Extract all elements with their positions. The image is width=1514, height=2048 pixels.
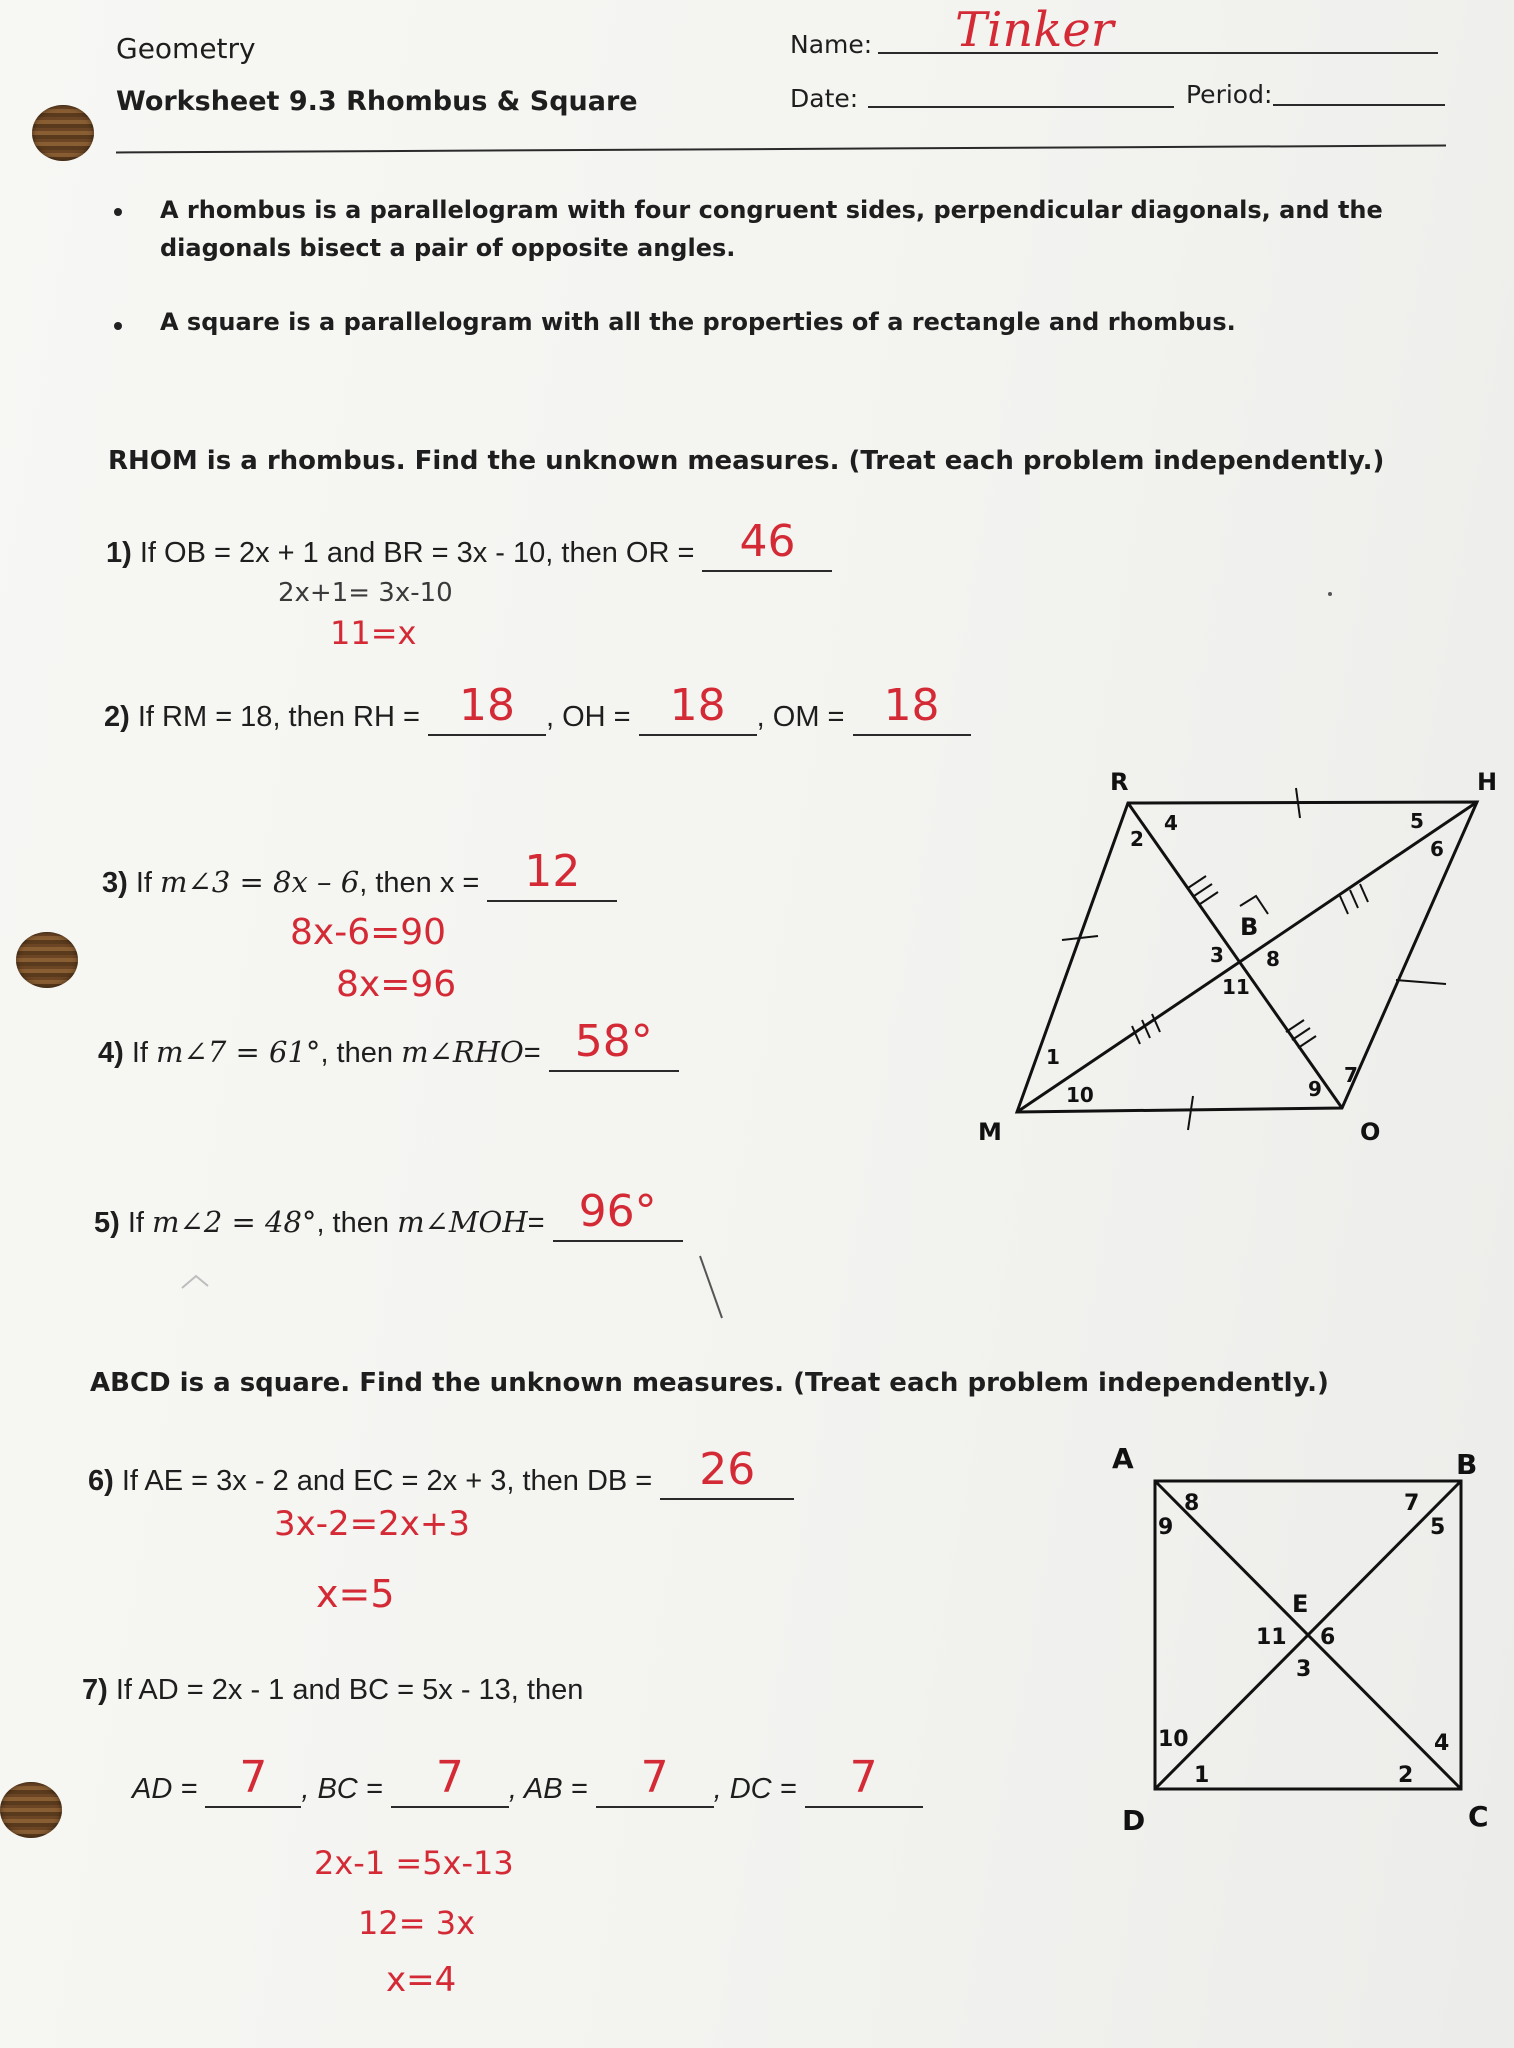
square-definition: A square is a parallelogram with all the properties of a rectangle and rhombus. [160,308,1236,336]
q4-equals: = [523,1037,541,1069]
sq-angle-6: 6 [1320,1625,1336,1650]
rhombus-definition-line1: A rhombus is a parallelogram with four congruent sides, perpendicular diagonals, and the [160,196,1383,224]
angle-2: 2 [1130,827,1144,851]
vertex-h: H [1477,768,1498,796]
vertex-c: C [1468,1800,1489,1830]
sq-angle-10: 10 [1158,1727,1189,1752]
angle-4: 4 [1164,811,1178,835]
q2-rh-answer: 18 [459,680,515,731]
q7-ab-label: , AB = [508,1773,588,1805]
q5-expression2: m∠MOH [397,1205,528,1239]
name-value[interactable]: Tinker [955,2,1114,58]
q7-ad-label: AD = [132,1773,198,1805]
q3-answer: 12 [524,846,581,897]
q7-work-line2: 12= 3x [358,1904,475,1942]
angle-3: 3 [1210,943,1224,967]
sq-angle-7: 7 [1404,1491,1420,1516]
section2-intro: ABCD is a square. Find the unknown measures. (Treat each problem independently.) [90,1368,1329,1398]
q4-number: 4) [98,1037,124,1069]
date-label: Date: [790,84,859,113]
angle-1: 1 [1046,1045,1060,1069]
q7-bc-label: , BC = [301,1773,383,1805]
sq-angle-11: 11 [1256,1625,1287,1650]
q3-then: , then x = [359,867,480,899]
q5-number: 5) [94,1207,120,1239]
q7-number: 7) [82,1674,108,1706]
sq-angle-2: 2 [1398,1763,1414,1788]
vertex-m: M [978,1118,1002,1146]
q6-text: If AE = 3x - 2 and EC = 2x + 3, then DB = [121,1465,653,1497]
q4-expression2: m∠RHO [401,1035,524,1069]
vertex-o: O [1360,1118,1381,1146]
q6-answer: 26 [699,1444,756,1495]
angle-7: 7 [1344,1063,1358,1087]
vertex-r: R [1110,768,1129,796]
angle-11: 11 [1222,975,1250,999]
q7-dc-blank[interactable] [805,1752,923,1808]
q2-text: If RM = 18, then RH = [137,701,420,733]
q3-expression: m∠3 = 8x – 6 [160,865,360,899]
q7-text: If AD = 2x - 1 and BC = 5x - 13, then [115,1674,584,1706]
q7-answers-row [132,1752,923,1808]
q4-answer: 58° [574,1016,653,1067]
q5-if: If [127,1207,144,1239]
q7-bc-answer: 7 [435,1752,464,1803]
q7-work-line1: 2x-1 =5x-13 [314,1844,514,1882]
sq-angle-5: 5 [1430,1515,1446,1540]
section1-intro: RHOM is a rhombus. Find the unknown measures. (Treat each problem independently.) [108,446,1385,476]
rhombus-definition-line2: diagonals bisect a pair of opposite angles. [160,234,736,262]
q5-expression: m∠2 = 48° [152,1205,317,1239]
vertex-a: A [1112,1442,1134,1475]
q7-ab-answer: 7 [640,1752,669,1803]
q7-bc-blank[interactable] [391,1752,509,1808]
q5-equals: = [527,1207,545,1239]
q7-ad-blank[interactable] [205,1752,301,1808]
q7-ad-answer: 7 [239,1752,268,1803]
q2-om-answer: 18 [883,680,940,731]
angle-5: 5 [1410,809,1424,833]
angle-6: 6 [1430,837,1444,861]
q6-row [88,1444,794,1500]
q6-number: 6) [88,1465,114,1497]
q6-work-line1: 3x-2=2x+3 [274,1504,471,1544]
square-figure [1100,1430,1500,1830]
q6-work-line2: x=5 [316,1572,395,1616]
angle-10: 10 [1066,1083,1094,1107]
q1-work-line2: 11=x [330,614,417,652]
q7-dc-answer: 7 [849,1752,878,1803]
q2-number: 2) [104,701,130,733]
q6-answer-blank[interactable] [660,1444,794,1500]
q4-expression: m∠7 = 61° [156,1035,321,1069]
name-label: Name: [790,30,873,59]
q7-work-line3: x=4 [386,1960,457,2000]
q1-answer: 46 [739,516,796,567]
q4-then: , then [320,1037,393,1069]
period-label: Period: [1186,80,1273,109]
q3-number: 3) [102,867,128,899]
sq-angle-4: 4 [1434,1731,1450,1756]
q1-work-line1: 2x+1= 3x-10 [278,578,453,608]
sq-angle-3: 3 [1296,1657,1312,1682]
q3-work-line2: 8x=96 [336,964,457,1005]
q7-row [82,1674,583,1707]
q2-oh-label: , OH = [546,701,631,733]
sq-angle-8: 8 [1184,1491,1200,1516]
diagonal-rm-o [1128,803,1342,1108]
sq-angle-9: 9 [1158,1515,1174,1540]
q7-ab-blank[interactable] [596,1752,714,1808]
intersection-b: B [1240,913,1259,941]
q3-work-line1: 8x-6=90 [290,912,447,953]
q5-answer: 96° [578,1186,657,1237]
q2-om-label: , OM = [756,701,845,733]
q5-then: , then [316,1207,389,1239]
rhombus-tick-marks [1062,788,1446,1130]
worksheet-title: Worksheet 9.3 Rhombus & Square [116,86,638,117]
vertex-d: D [1122,1804,1146,1830]
sq-angle-1: 1 [1194,1763,1210,1788]
angle-9: 9 [1308,1077,1322,1101]
course-name: Geometry [116,32,256,65]
q3-if: If [135,867,152,899]
rhombus-figure [960,750,1500,1150]
q1-text: If OB = 2x + 1 and BR = 3x - 10, then OR = [139,537,695,569]
q2-oh-answer: 18 [669,680,726,731]
angle-8: 8 [1266,947,1280,971]
q1-number: 1) [106,537,132,569]
vertex-b: B [1456,1448,1478,1481]
intersection-e: E [1292,1590,1309,1618]
q7-dc-label: , DC = [713,1773,797,1805]
q4-if: If [131,1037,148,1069]
